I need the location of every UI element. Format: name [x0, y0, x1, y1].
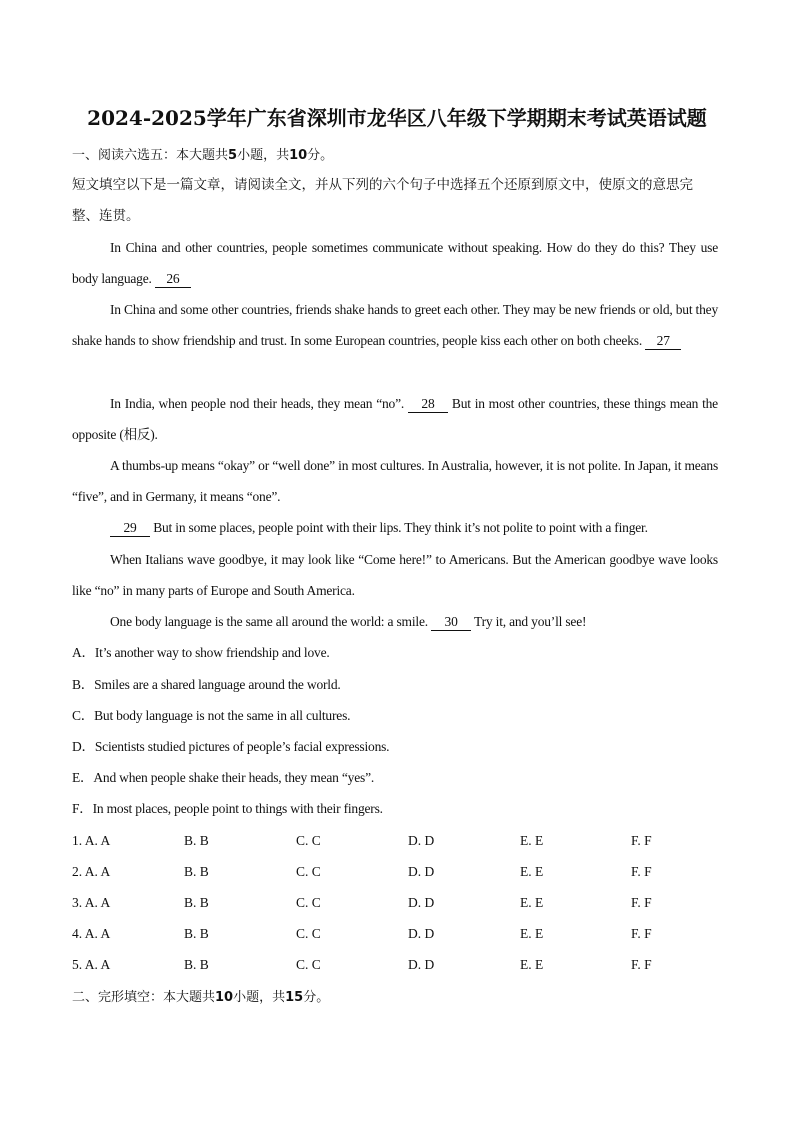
passage-paragraph-3 — [72, 388, 718, 450]
answer-choice[interactable]: D. D — [408, 926, 435, 941]
answer-choice[interactable]: C. C — [296, 895, 321, 910]
passage-paragraph-4: A thumbs-up means “okay” or “well done” in most cultures. In Australia, however, it is not polite. In Japan, it means “five”, and in Germany, it means “one”. — [72, 458, 718, 504]
option-e: E．And when people shake their heads, they mean “yes”. — [72, 770, 375, 785]
answer-choice[interactable]: D. D — [408, 864, 435, 879]
section-2-heading — [72, 989, 329, 1007]
instruction-line-1: 短文填空以下是一篇文章，请阅读全文，并从下列的六个句子中选择五个还原到原文中，使原文的意思完 — [72, 177, 693, 193]
option-a: A．It’s another way to show friendship and love. — [72, 645, 330, 660]
section-1-count: 5 — [228, 148, 238, 163]
answer-choice[interactable]: 5. A. A — [72, 957, 111, 972]
answer-choice[interactable]: D. D — [408, 833, 435, 848]
passage-paragraph-1 — [72, 232, 718, 294]
answer-choice[interactable]: C. C — [296, 957, 321, 972]
passage-paragraph-2 — [72, 294, 718, 356]
passage-p5-text: But in some places, people point with their lips. They think it’s not polite to point with a finger. — [153, 520, 648, 535]
page-title: 2024-2025学年广东省深圳市龙华区八年级下学期期末考试英语试题 — [87, 106, 707, 130]
answer-row-1 — [72, 832, 732, 850]
answer-choice[interactable]: E. E — [520, 926, 544, 941]
answer-row-5 — [72, 956, 732, 974]
passage-p7-text-b: Try it, and you’ll see! — [474, 614, 587, 629]
passage-paragraph-5 — [72, 512, 718, 543]
section-1-suffix: 分。 — [307, 148, 334, 163]
passage-paragraph-6: When Italians wave goodbye, it may look like “Come here!” to Americans. But the American goodbye wave looks like “no” in many parts of Europe and South America. — [72, 552, 718, 598]
section-1-score: 10 — [289, 148, 308, 163]
section-1-heading — [72, 147, 333, 165]
blank-30: 30 — [431, 614, 471, 631]
section-1-prefix: 一、阅读六选五：本大题共 — [72, 148, 229, 163]
answer-choice[interactable]: E. E — [520, 864, 544, 879]
blank-26: 26 — [155, 271, 191, 288]
passage-p3-text-b: But in most other countries, these things mean the opposite (相反). — [72, 396, 718, 442]
answer-choice[interactable]: 3. A. A — [72, 895, 111, 910]
answer-choice[interactable]: F. F — [631, 864, 652, 879]
answer-choice[interactable]: B. B — [184, 926, 209, 941]
instruction-line-2: 整、连贯。 — [72, 208, 140, 224]
answer-choice[interactable]: C. C — [296, 833, 321, 848]
blank-29: 29 — [110, 520, 150, 537]
option-b: B．Smiles are a shared language around the world. — [72, 677, 341, 692]
answer-choice[interactable]: F. F — [631, 926, 652, 941]
answer-row-2 — [72, 863, 732, 881]
answer-choice[interactable]: E. E — [520, 957, 544, 972]
answer-choice[interactable]: F. F — [631, 957, 652, 972]
answer-choice[interactable]: C. C — [296, 926, 321, 941]
section-2-prefix: 二、完形填空：本大题共 — [72, 990, 216, 1005]
passage-p1-text: In China and other countries, people sometimes communicate without speaking. How do they do this? They use body language. — [72, 240, 718, 286]
answer-choice[interactable]: D. D — [408, 895, 435, 910]
answer-choice[interactable]: 2. A. A — [72, 864, 111, 879]
answer-choice[interactable]: E. E — [520, 833, 544, 848]
section-2-suffix: 分。 — [303, 990, 330, 1005]
section-2-count: 10 — [215, 990, 234, 1005]
section-2-mid: 小题，共 — [233, 990, 286, 1005]
answer-choice[interactable]: B. B — [184, 957, 209, 972]
answer-choice[interactable]: B. B — [184, 864, 209, 879]
answer-choice[interactable]: B. B — [184, 895, 209, 910]
passage-p7-text-a: One body language is the same all around the world: a smile. — [110, 614, 428, 629]
answer-choice[interactable]: D. D — [408, 957, 435, 972]
option-d: D．Scientists studied pictures of people’s facial expressions. — [72, 739, 390, 754]
passage-p3-text-a: In India, when people nod their heads, they mean “no”. — [110, 396, 405, 411]
passage-p2-text: In China and some other countries, friends shake hands to greet each other. They may be new friends or old, but they shake hands to show friendship and trust. In some European countries, people kiss each other on both cheeks. — [72, 302, 718, 348]
blank-27: 27 — [645, 333, 681, 350]
section-1-mid: 小题，共 — [237, 148, 290, 163]
answer-choice[interactable]: E. E — [520, 895, 544, 910]
answer-row-3 — [72, 894, 732, 912]
answer-choice[interactable]: 1. A. A — [72, 833, 111, 848]
answer-row-4 — [72, 925, 732, 943]
answer-choice[interactable]: 4. A. A — [72, 926, 111, 941]
answer-choice[interactable]: F. F — [631, 895, 652, 910]
option-f: F．In most places, people point to things with their fingers. — [72, 801, 383, 816]
answer-choice[interactable]: C. C — [296, 864, 321, 879]
answer-choice[interactable]: B. B — [184, 833, 209, 848]
passage-paragraph-7 — [72, 606, 718, 637]
blank-28: 28 — [408, 396, 448, 413]
answer-choice[interactable]: F. F — [631, 833, 652, 848]
option-c: C．But body language is not the same in all cultures. — [72, 708, 351, 723]
section-2-score: 15 — [285, 990, 304, 1005]
